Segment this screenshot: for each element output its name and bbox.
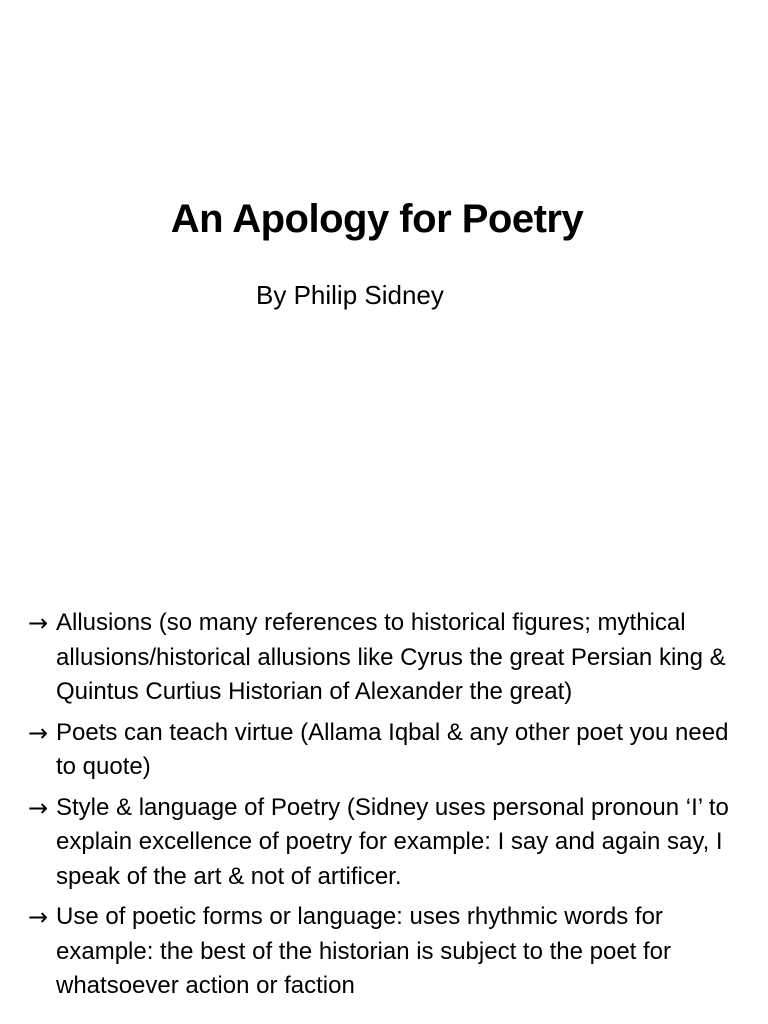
bullet-item [28, 900, 748, 1004]
arrow-bullet-icon: → [28, 718, 49, 747]
bullet-text: Allusions (so many references to historical figures; mythical allusions/historical allusions like Cyrus the great Persian king & Quintus Curtius Historian of Alexander the great) [56, 609, 726, 705]
bullet-item [28, 606, 748, 710]
bullet-text: Style & language of Poetry (Sidney uses personal pronoun ‘I’ to explain excellence of poetry for example: I say and again say, I speak of the art & not of artificer. [56, 793, 729, 890]
bullet-item [28, 791, 748, 895]
slide-title: An Apology for Poetry [170, 196, 584, 241]
bullet-list [28, 606, 748, 1010]
bullet-text: Poets can teach virtue (Allama Iqbal & any other poet you need to quote) [56, 718, 729, 780]
bullet-item [28, 716, 748, 785]
arrow-bullet-icon: → [28, 793, 49, 822]
arrow-bullet-icon: → [28, 609, 49, 637]
slide-subtitle: By Philip Sidney [256, 280, 444, 310]
bullet-text: Use of poetic forms or language: uses rhythmic words for example: the best of the historian is subject to the poet for whatsoever action or faction [56, 903, 672, 999]
arrow-bullet-icon: → [28, 903, 49, 931]
